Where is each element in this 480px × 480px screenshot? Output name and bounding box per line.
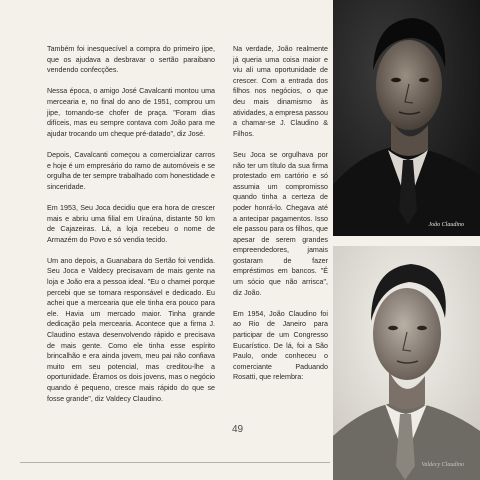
- left-text-column: [47, 44, 215, 415]
- footer-rule: [20, 462, 330, 463]
- photo-caption: Valdecy Claudino: [421, 462, 464, 468]
- paragraph: Na verdade, João realmente já queria uma coisa maior e viu ali uma oportunidade de crescer. Com a entrada dos filhos nos negócios, o que deu mais dinamismo às atividades, a empresa passou a chamar-se J. Claudino & Filhos.: [233, 45, 328, 138]
- page-number: 49: [232, 424, 244, 435]
- portrait-photo-bottom: [333, 246, 480, 480]
- middle-text-column: [233, 44, 328, 394]
- paragraph: Um ano depois, a Guanabara do Sertão foi vendida. Seu Joca e Valdecy precisavam de mais gente na loja e João era a pessoa ideal. "Eu o chamei porque percebi que se tornara responsável e dedicado. Eu achei que a mercearia que ele tinha era pouco para ele. Havia um mercado maior. Tinha grande dedicação pela mercearia. Acontece que a firma J. Claudino estava desenvolvendo rápido e precisava de mais gente. Como ele tinha esse espírito brincalhão e era ainda jovem, meu pai não confiava muito em seu potencial, mas creditou-lhe a oportunidade. Éramos os dois jovens, mas o negócio quando é pequeno, cresce mais rápido do que se fosse grande", diz Valdecy Claudino.: [47, 256, 215, 403]
- paragraph: Seu Joca se orgulhava por não ter um título da sua firma protestado em cartório e só assumia um compromisso quando tinha a certeza de poder honrá-lo. Chegava até a antecipar pagamentos. Isso ele passou para os filhos, que apesar de serem grandes empreendedores, jamais gostaram de fazer empréstimos em bancos. "É um sócio que não arrisca", diz João.: [233, 150, 328, 297]
- paragraph: Também foi inesquecível a compra do primeiro jipe, que os ajudava a desbravar o sertão paraibano vendendo confecções.: [47, 45, 215, 75]
- paragraph: Em 1953, Seu Joca decidiu que era hora de crescer mais e abriu uma filial em Uiraúna, distante 50 km de Cajazeiras. Lá, a loja recebeu o nome de Armazém do Povo e só vendia tecido.: [47, 203, 215, 244]
- photo-caption: João Claudino: [428, 222, 464, 228]
- portrait-photo-top: [333, 0, 480, 236]
- paragraph: Em 1954, João Claudino foi ao Rio de Janeiro para participar de um Congresso Eucarístico. De lá, foi a São Paulo, onde conheceu o comerciante Paduando Rosatti, que relembra:: [233, 309, 328, 382]
- paragraph: Depois, Cavalcanti começou a comercializar carros e hoje é um empresário do ramo de automóveis e se orgulha de ter sempre trabalhado com honestidade e sinceridade.: [47, 150, 215, 191]
- portrait-illustration: [333, 0, 480, 236]
- paragraph: Nessa época, o amigo José Cavalcanti montou uma mercearia e, no final do ano de 1951, comprou um jipe, tornando-se chofer de praça. "Foram dias difíceis, mas eu sempre contava com João para me ajudar trocando um cheque pré-datado", diz José.: [47, 87, 215, 138]
- portrait-illustration: [333, 246, 480, 480]
